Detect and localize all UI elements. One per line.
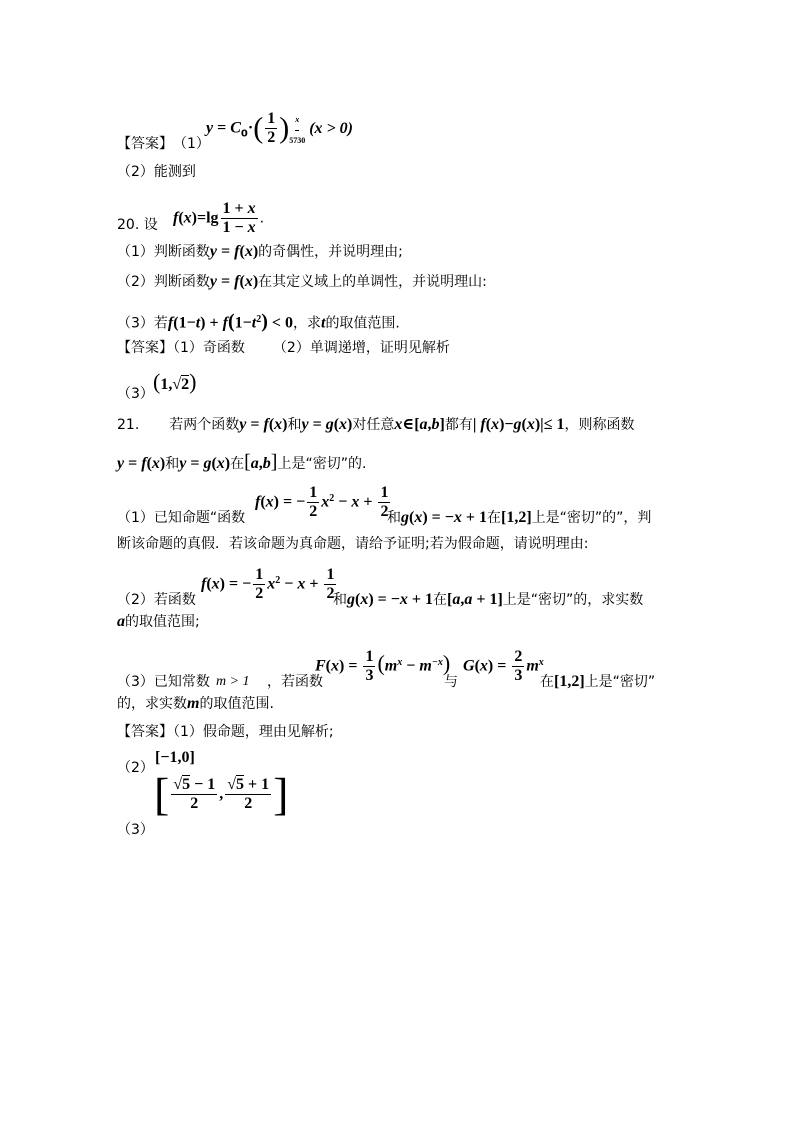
question-number: 21. xyxy=(117,417,140,433)
text: （1）奇函数 xyxy=(173,340,245,356)
text: 的，求实数 xyxy=(117,696,187,712)
part-number: （2） xyxy=(117,760,154,776)
interval-answer: [ $\frac{√5 - 1}{2}$ , $\frac{√5 + 1}{2}$ ] xyxy=(154,768,289,820)
text: 都有 xyxy=(444,417,473,433)
text: （1）已知命题“函数 xyxy=(117,510,246,526)
text: 和 xyxy=(287,417,302,433)
text: （2）判断函数 xyxy=(117,274,210,290)
q21-stem-line1: 21. 若两个函数y = f(x)和y = g(x)对任意x∈[a,b]都有| f(x)−g(x)|≤ 1，则称函数 xyxy=(117,416,635,433)
text: 在其定义域上的单调性，并说明理山: xyxy=(258,274,487,290)
text: 的取值范围. xyxy=(199,696,274,712)
text: （2）单调递增，证明见解析 xyxy=(272,340,450,356)
text: ，则称函数 xyxy=(564,417,635,433)
text: 与 xyxy=(444,674,458,690)
text: 在 xyxy=(540,674,554,690)
text: 上是“密切” xyxy=(584,674,656,690)
g-definition: 和g(x) = −x + 1在[1,2]上是“密切”的”，判 xyxy=(387,509,652,526)
text: 和 xyxy=(333,592,347,608)
text: （1）假命题，理由见解析; xyxy=(173,724,334,740)
q21-part3-line2: 的，求实数m的取值范围. xyxy=(117,695,274,712)
text: 在 xyxy=(433,592,448,608)
text: ，求 xyxy=(292,315,321,332)
answer-label: 【答案】 xyxy=(117,724,173,740)
text: 的奇偶性，并说明理由; xyxy=(258,244,403,260)
q20-answer xyxy=(117,338,450,358)
q21-stem-line2: y = f(x)和y = g(x)在[a,b]上是“密切”的. xyxy=(117,451,367,473)
text: 和 xyxy=(165,456,180,472)
interval-clause: 在[1,2]上是“密切” xyxy=(540,673,656,690)
part-number: （3） xyxy=(117,386,154,402)
text: 在 xyxy=(487,510,502,526)
text: （2）若函数 xyxy=(117,592,196,608)
text: （3）若 xyxy=(117,315,168,332)
text: 若两个函数 xyxy=(169,417,240,433)
interval-answer: (1,√2) xyxy=(153,369,197,394)
text: 对任意 xyxy=(352,417,395,433)
g-definition: 和g(x) = −x + 1在[a,a + 1]上是“密切”的，求实数 xyxy=(333,591,644,608)
q21-part2-line2: a的取值范围; xyxy=(117,613,200,630)
q20-part1: （1）判断函数y = f(x)的奇偶性，并说明理由; xyxy=(117,243,403,260)
text: 的取值范围; xyxy=(125,614,200,630)
q21-part1-line2: 断该命题的真假．若该命题为真命题，请给予证明;若为假命题，请说明理由: xyxy=(117,536,589,552)
answer-label: 【答案】 xyxy=(117,136,173,152)
G-definition: G(x) = $\frac{2}{3}$ $m^x$ xyxy=(463,648,544,684)
part-number: （1） xyxy=(173,136,210,152)
interval-answer: [−1,0] xyxy=(155,749,195,766)
q21-answer xyxy=(117,722,334,742)
text: 上是“密切”的”，判 xyxy=(531,510,652,526)
f-definition: f(x) = − $\frac{1}{2}$ $x^2 - x$ + $\frac{1}{2}$ xyxy=(201,566,335,602)
text: 在 xyxy=(230,456,245,472)
decay-formula: $y = C_0\cdot$( $\frac{1}{2}$ ) $\frac{x}{5730}$ (x > 0) xyxy=(206,110,353,151)
text: 的取值范围. xyxy=(325,315,400,332)
text: ，若函数 xyxy=(267,674,323,690)
domain-condition: (x > 0) xyxy=(309,119,353,137)
exponent-denominator: 5730 xyxy=(289,136,306,145)
text: 上是“密切”的，求实数 xyxy=(502,592,644,608)
f-definition: f(x) = − $\frac{1}{2}$ $x^2 - x$ + $\frac{1}{2}$ xyxy=(255,484,389,520)
answer-label: 【答案】 xyxy=(117,340,173,356)
text: （1）判断函数 xyxy=(117,244,210,260)
text: 和 xyxy=(387,510,401,526)
q19-part2-answer: （2）能测到 xyxy=(117,164,196,180)
text: 上是“密切”的. xyxy=(277,456,367,472)
m-condition: m > 1 xyxy=(216,674,250,689)
q20-part3: （3）若$f(1-t) + f(1-t^2) < 0$，求t的取值范围. xyxy=(117,310,400,333)
function-definition: f(x)=lg $\frac{1 + x}{1 - x}$ . xyxy=(173,200,265,236)
text: （3）已知常数 xyxy=(117,674,210,690)
exponent-numerator: x xyxy=(295,110,299,131)
F-definition: F(x) = $\frac{1}{3}$ $(m^x - m^{-x})$ xyxy=(315,648,451,684)
question-number: 20. 设 xyxy=(117,217,158,233)
q20-part2: （2）判断函数y = f(x)在其定义域上的单调性，并说明理山: xyxy=(117,273,487,290)
part-number: （3） xyxy=(117,822,154,838)
